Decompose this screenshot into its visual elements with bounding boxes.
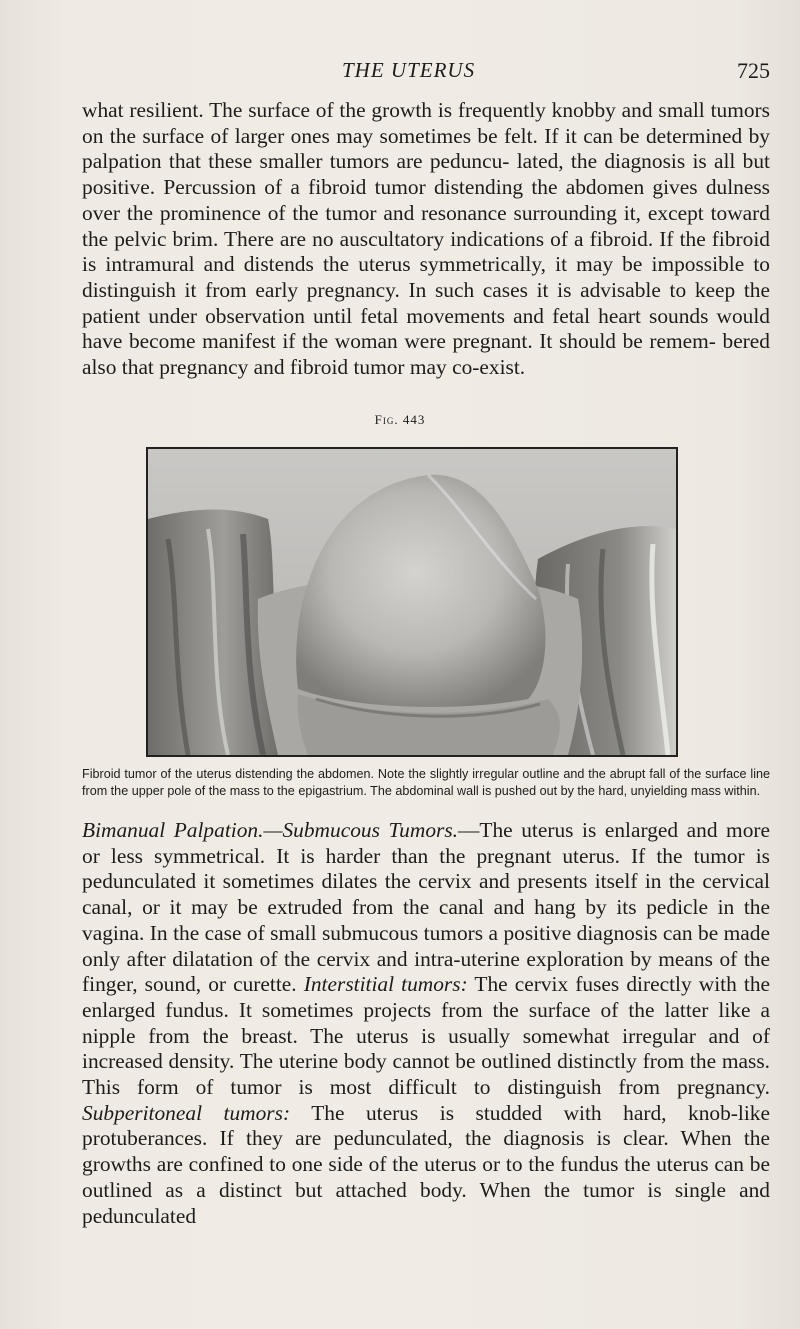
paragraph-1: what resilient. The surface of the growth is frequently knobby and small tumors on the surface of larger ones may sometimes be felt. If it can be determined by palpation that these smaller tumors are peduncu- lated, the diagnosis is all but positive. Percussion of a fibroid tumor distending the abdomen gives dulness over the prominence of the tumor and resonance surrounding it, except toward the pelvic brim. There are no auscultatory indications of a fibroid. If the fibroid is intramural and distends the uterus symmetrically, it may be impossible to distinguish it from early pregnancy. In such cases it is advisable to keep the patient under observation until fetal movements and fetal heart sounds would have become manifest if the woman were pregnant. It should be remem- bered also that pregnancy and fibroid tumor may co-exist.: [82, 98, 770, 380]
heading-bimanual-palpation: Bimanual Palpation.: [82, 818, 264, 842]
figure-label: Fig. 443: [374, 412, 426, 427]
paragraph-2-text-2: The cervix fuses directly with the enlarged fundus. It sometimes projects from the surface of the latter like a nipple from the breast. The uterus is usually somewhat irregular and of increased density. The uterine body cannot be outlined distinctly from the mass. This form of tumor is most difficult to distinguish from pregnancy.: [82, 972, 771, 1100]
heading-interstitial-tumors: Interstitial tumors:: [303, 972, 468, 997]
figure-caption: Fibroid tumor of the uterus distending the abdomen. Note the slightly irregular outline and the abrupt fall of the surface line from the upper pole of the mass to the epigastrium. The abdominal wall is pushed out by the hard, unyielding mass within.: [82, 767, 770, 799]
figure-photograph: [146, 447, 678, 757]
heading-subperitoneal-tumors: Subperitoneal tumors:: [82, 1100, 291, 1125]
running-title: THE UTERUS: [342, 58, 476, 82]
page-header: [80, 58, 770, 88]
page-number: 725: [737, 58, 770, 83]
paragraph-2: [82, 818, 770, 1229]
fibroid-abdomen-photo: [148, 449, 676, 755]
subheading-submucous-tumors: —Submucous Tumors.: [263, 818, 459, 842]
paragraph-2-text-3: The uterus is studded with hard, knob-like protuberances. If they are pedunculated, the diagnosis is clear. When the growths are confined to one side of the uterus or to the fundus the uterus can be outlined as a distinct but attached body. When the tumor is single and pedunculated: [82, 1100, 770, 1228]
paragraph-2-text-1: —The uterus is enlarged and more or less symmetrical. It is harder than the pregnant uterus. If the tumor is pedunculated it sometimes dilates the cervix and presents itself in the cervical canal, or it may be extruded from the canal and hang by its pedicle in the vagina. In the case of small submucous tumors a positive diagnosis can be made only after dilatation of the cervix and intra-uterine exploration by means of the finger, sound, or curette.: [82, 818, 771, 997]
